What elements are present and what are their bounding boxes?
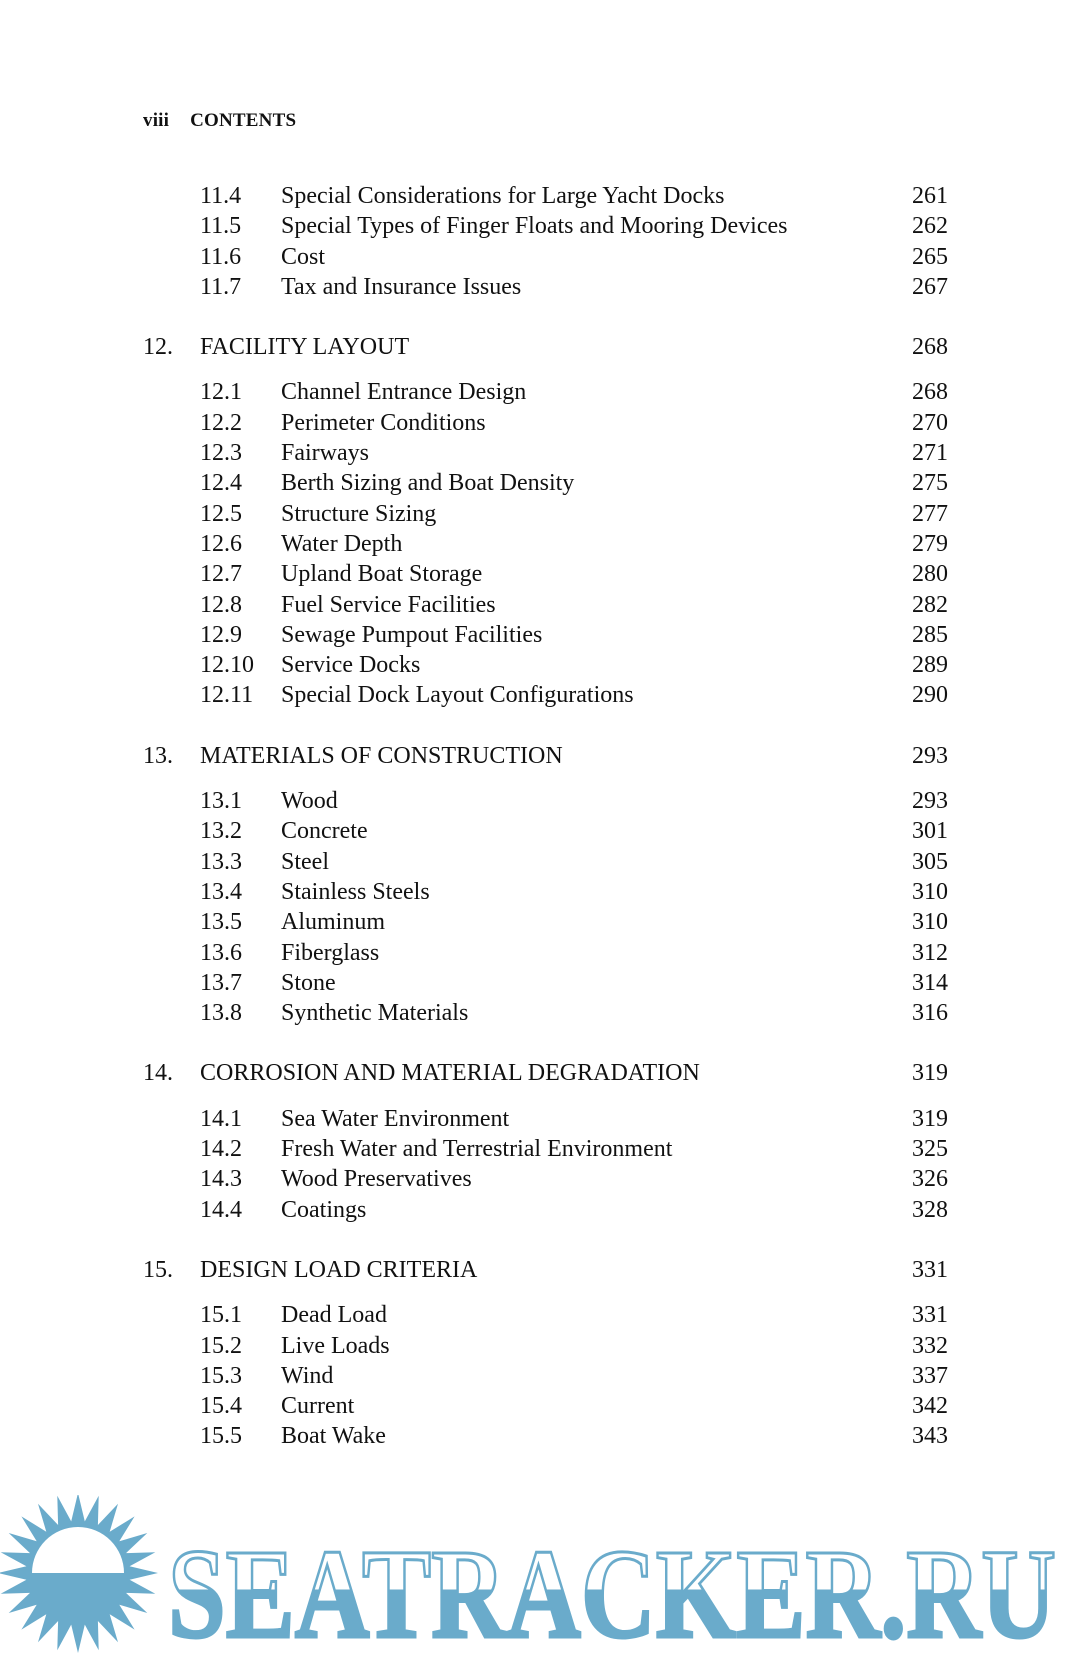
toc-section-row [0,1195,1080,1225]
toc-page: 343 [912,1423,948,1450]
toc-num: 11.6 [200,243,242,270]
toc-num: 14.4 [200,1196,242,1223]
toc-page: 293 [912,742,948,769]
toc-num: 12.10 [200,652,254,679]
running-header [143,110,296,132]
toc-num: 15.3 [200,1362,242,1389]
toc-title: CORROSION AND MATERIAL DEGRADATION [200,1060,700,1087]
toc-section-row [0,907,1080,937]
toc-page: 331 [912,1256,948,1283]
toc-section-row [0,408,1080,438]
toc-page: 285 [912,621,948,648]
toc-page: 342 [912,1393,948,1420]
toc-section-row [0,1104,1080,1134]
toc-num: 12.4 [200,470,242,497]
toc-section-row [0,499,1080,529]
toc-page: 262 [912,213,948,240]
toc-section-row [0,529,1080,559]
toc-num: 12.2 [200,409,242,436]
toc-section-row [0,438,1080,468]
sun-icon [0,1495,158,1653]
toc-title: MATERIALS OF CONSTRUCTION [200,742,563,769]
toc-page: 289 [912,652,948,679]
toc-section-row [0,650,1080,680]
toc-title: Wood Preservatives [281,1166,472,1193]
toc-section-row [0,468,1080,498]
toc-num: 12.6 [200,530,242,557]
toc-num: 11.5 [200,213,242,240]
watermark-text: SEATRACKER.RU [168,1523,1056,1655]
toc-title: Perimeter Conditions [281,409,486,436]
toc-title: Structure Sizing [281,500,437,527]
toc-page: 319 [912,1105,948,1132]
toc-title: Fiberglass [281,939,380,966]
toc-page: 316 [912,1000,948,1027]
toc-section-row [0,680,1080,710]
toc-title: Special Dock Layout Configurations [281,682,634,709]
toc-title: Stone [281,969,336,996]
toc-title: Tax and Insurance Issues [281,273,522,300]
toc-page: 270 [912,409,948,436]
toc-title: Service Docks [281,652,421,679]
toc-section-row [0,786,1080,816]
toc-page: 275 [912,470,948,497]
toc-num: 13.7 [200,969,242,996]
toc-title: Coatings [281,1196,367,1223]
toc-page: 282 [912,591,948,618]
toc-page: 305 [912,848,948,875]
toc-num: 11.7 [200,273,242,300]
toc-title: Concrete [281,818,368,845]
toc-page: 325 [912,1136,948,1163]
toc-page: 268 [912,334,948,361]
toc-title: Fairways [281,440,369,467]
header-title: CONTENTS [190,110,297,131]
toc-chapter-row [0,1255,1080,1285]
toc-num: 13.4 [200,878,242,905]
toc-page: 261 [912,183,948,209]
toc-num: 12.3 [200,440,242,467]
toc-page: 279 [912,530,948,557]
toc-page: 326 [912,1166,948,1193]
toc-page: 280 [912,561,948,588]
toc-num: 13.5 [200,909,242,936]
toc-num: 14.3 [200,1166,242,1193]
toc-title: DESIGN LOAD CRITERIA [200,1256,478,1283]
toc-title: Upland Boat Storage [281,561,483,588]
toc-page: 337 [912,1362,948,1389]
toc-section-row [0,181,1080,211]
toc-num: 12. [143,334,173,361]
toc-num: 12.7 [200,561,242,588]
toc-title: Sewage Pumpout Facilities [281,621,543,648]
toc-page: 332 [912,1332,948,1359]
toc-num: 13.6 [200,939,242,966]
toc-section-row [0,968,1080,998]
toc-page: 319 [912,1060,948,1087]
toc-title: Wind [281,1362,334,1389]
toc-num: 14.2 [200,1136,242,1163]
toc-num: 12.1 [200,379,242,406]
toc-title: Berth Sizing and Boat Density [281,470,575,497]
toc-page: 312 [912,939,948,966]
toc-section-row [0,272,1080,302]
watermark-logo [0,1495,1080,1655]
toc-num: 12.9 [200,621,242,648]
toc-num: 11.4 [200,183,242,209]
toc-section-row [0,1134,1080,1164]
toc-num: 13.1 [200,788,242,815]
toc-page: 293 [912,788,948,815]
toc-title: Water Depth [281,530,403,557]
toc-chapter-row [0,1058,1080,1088]
toc-num: 13.8 [200,1000,242,1027]
toc-chapter-row [0,332,1080,362]
toc-page: 267 [912,273,948,300]
toc-title: Sea Water Environment [281,1105,510,1132]
toc-title: Boat Wake [281,1423,386,1450]
toc-chapter-row [0,741,1080,771]
toc-num: 13. [143,742,173,769]
toc-title: FACILITY LAYOUT [200,334,410,361]
toc-section-row [0,1300,1080,1330]
toc-section-row [0,998,1080,1028]
toc-section-row [0,1164,1080,1194]
toc-page: 277 [912,500,948,527]
toc-section-row [0,620,1080,650]
table-of-contents [0,181,1080,1452]
toc-num: 14.1 [200,1105,242,1132]
toc-title: Channel Entrance Design [281,379,527,406]
toc-title: Wood [281,788,338,815]
toc-section-row [0,1331,1080,1361]
toc-num: 15.4 [200,1393,242,1420]
toc-page: 331 [912,1302,948,1329]
toc-num: 12.5 [200,500,242,527]
toc-page: 265 [912,243,948,270]
toc-num: 14. [143,1060,173,1087]
toc-num: 12.11 [200,682,254,709]
toc-section-row [0,847,1080,877]
toc-num: 13.3 [200,848,242,875]
toc-title: Dead Load [281,1302,387,1329]
toc-section-row [0,877,1080,907]
toc-title: Current [281,1393,355,1420]
toc-page: 290 [912,682,948,709]
toc-num: 15.2 [200,1332,242,1359]
toc-section-row [0,242,1080,272]
toc-section-row [0,1421,1080,1451]
toc-section-row [0,559,1080,589]
toc-page: 314 [912,969,948,996]
toc-section-row [0,1391,1080,1421]
toc-title: Aluminum [281,909,386,936]
toc-num: 13.2 [200,818,242,845]
toc-section-row [0,1361,1080,1391]
toc-title: Special Considerations for Large Yacht Docks [281,183,725,209]
toc-num: 15. [143,1256,173,1283]
toc-section-row [0,590,1080,620]
toc-page: 310 [912,909,948,936]
toc-title: Fuel Service Facilities [281,591,496,618]
toc-section-row [0,816,1080,846]
toc-section-row [0,377,1080,407]
toc-title: Synthetic Materials [281,1000,469,1027]
toc-num: 15.1 [200,1302,242,1329]
toc-page: 271 [912,440,948,467]
toc-section-row [0,938,1080,968]
toc-page: 328 [912,1196,948,1223]
toc-page: 301 [912,818,948,845]
toc-title: Cost [281,243,326,270]
toc-section-row [0,211,1080,241]
toc-page: 310 [912,878,948,905]
toc-num: 12.8 [200,591,242,618]
page-number: viii [143,110,170,131]
toc-num: 15.5 [200,1423,242,1450]
toc-title: Special Types of Finger Floats and Mooring Devices [281,213,788,240]
toc-title: Stainless Steels [281,878,430,905]
toc-page: 268 [912,379,948,406]
toc-title: Steel [281,848,329,875]
toc-title: Fresh Water and Terrestrial Environment [281,1136,673,1163]
toc-title: Live Loads [281,1332,390,1359]
